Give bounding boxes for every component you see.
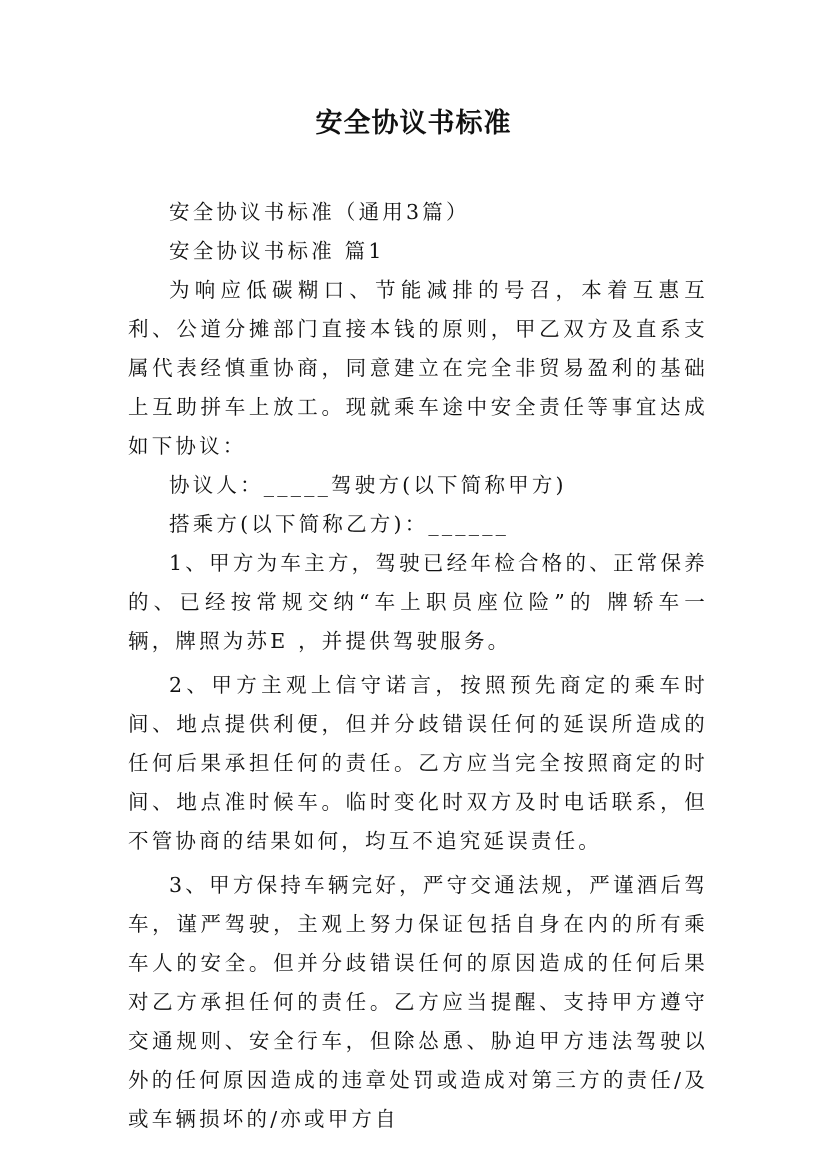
party-a-line: 协议人：_____驾驶方(以下简称甲方) [169,473,567,497]
clause-1: 1、甲方为车主方，驾驶已经年检合格的、正常保养的、已经按常规交纳“车上职员座位险”的 牌轿车一辆，牌照为苏E ，并提供驾驶服务。 [128,551,708,653]
intro-paragraph: 为响应低碳糊口、节能减排的号召，本着互惠互利、公道分摊部门直接本钱的原则，甲乙双方及直系支属代表经慎重协商，同意建立在完全非贸易盈利的基础上互助拼车上放工。现就乘车途中安全责任等事宜达成如下协议： [128,278,708,458]
document-body [128,193,708,1139]
clause-2: 2、甲方主观上信守诺言，按照预先商定的乘车时间、地点提供利便，但并分歧错误任何的延误所造成的任何后果承担任何的责任。乙方应当完全按照商定的时间、地点准时候车。临时变化时双方及时电话联系，但不管协商的结果如何，均互不追究延误责任。 [128,673,708,853]
document-title: 安全协议书标准 [315,108,512,139]
clause-3: 3、甲方保持车辆完好，严守交通法规，严谨酒后驾车，谨严驾驶，主观上努力保证包括自身在内的所有乘车人的安全。但并分歧错误任何的原因造成的任何后果对乙方承担任何的责任。乙方应当提醒、支持甲方遵守交通规则、安全行车，但除怂恿、胁迫甲方违法驾驶以外的任何原因造成的违章处罚或造成对第三方的责任/及或车辆损坏的/亦或甲方自 [128,873,708,1131]
party-b-line: 搭乘方(以下简称乙方)：______ [169,512,510,536]
section-heading: 安全协议书标准 篇1 [169,239,385,263]
document-subtitle: 安全协议书标准（通用3篇） [169,200,470,224]
